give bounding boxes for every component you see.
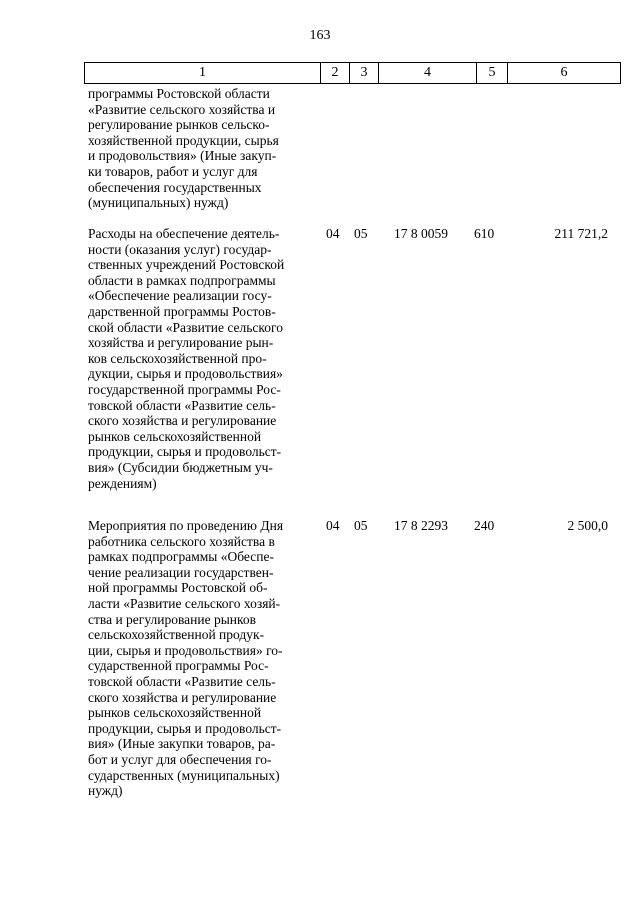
row-target-article: 17 8 2293	[394, 518, 448, 533]
row-amount: 2 500,0	[567, 518, 608, 533]
row-amount: 211 721,2	[554, 226, 608, 241]
row-section-code: 04	[326, 226, 340, 241]
row-subsection-code: 05	[354, 226, 368, 241]
row-subsection-code: 05	[354, 518, 368, 533]
page-number: 163	[309, 28, 331, 43]
row-expense-type: 240	[474, 518, 495, 533]
column-header-2: 2	[321, 63, 350, 84]
row-expense-type: 610	[474, 226, 495, 241]
row-section-code: 04	[326, 518, 340, 533]
column-header-1: 1	[85, 63, 321, 84]
column-header-row	[85, 63, 621, 84]
row-target-article: 17 8 0059	[394, 226, 448, 241]
column-header-3: 3	[350, 63, 379, 84]
column-header-5: 5	[477, 63, 508, 84]
column-header-table	[84, 62, 621, 84]
row-description: Мероприятия по проведению Дня работника сельского хозяйства в рамках подпрограммы «Обеспе- чение реализации государствен- ной программы Ростовской об- ласти «Развитие сельского хозяй- ства и регулирование рынков сельскохозяйственной продук- ции, сырья и продовольствия» го- сударственной программы Рос- товской области «Развитие сель- ского хозяйства и регулирование рынков сельскохозяйственной продукции, сырья и продовольст- вия» (Иные закупки товаров, ра- бот и услуг для обеспечения го- сударственных (муниципальных) нужд)	[88, 518, 284, 799]
column-header-4: 4	[379, 63, 477, 84]
row-description: Расходы на обеспечение деятель- ности (оказания услуг) государ- ственных учреждений Ростовской области в рамках подпрограммы «Обеспечение реализации госу- дарственной программы Ростов- ской области «Развитие сельского хозяйства и регулирование рын- ков сельскохозяйственной про- дукции, сырья и продовольствия» государственной программы Рос- товской области «Развитие сель- ского хозяйства и регулирование рынков сельскохозяйственной продукции, сырья и продовольст- вия» (Субсидии бюджетным уч- реждениям)	[88, 226, 285, 491]
row-description: программы Ростовской области «Развитие сельского хозяйства и регулирование рынков сельско- хозяйственной продукции, сырья и продовольствия» (Иные закуп- ки товаров, работ и услуг для обеспечения государственных (муниципальных) нужд)	[88, 86, 279, 211]
column-header-6: 6	[508, 63, 621, 84]
